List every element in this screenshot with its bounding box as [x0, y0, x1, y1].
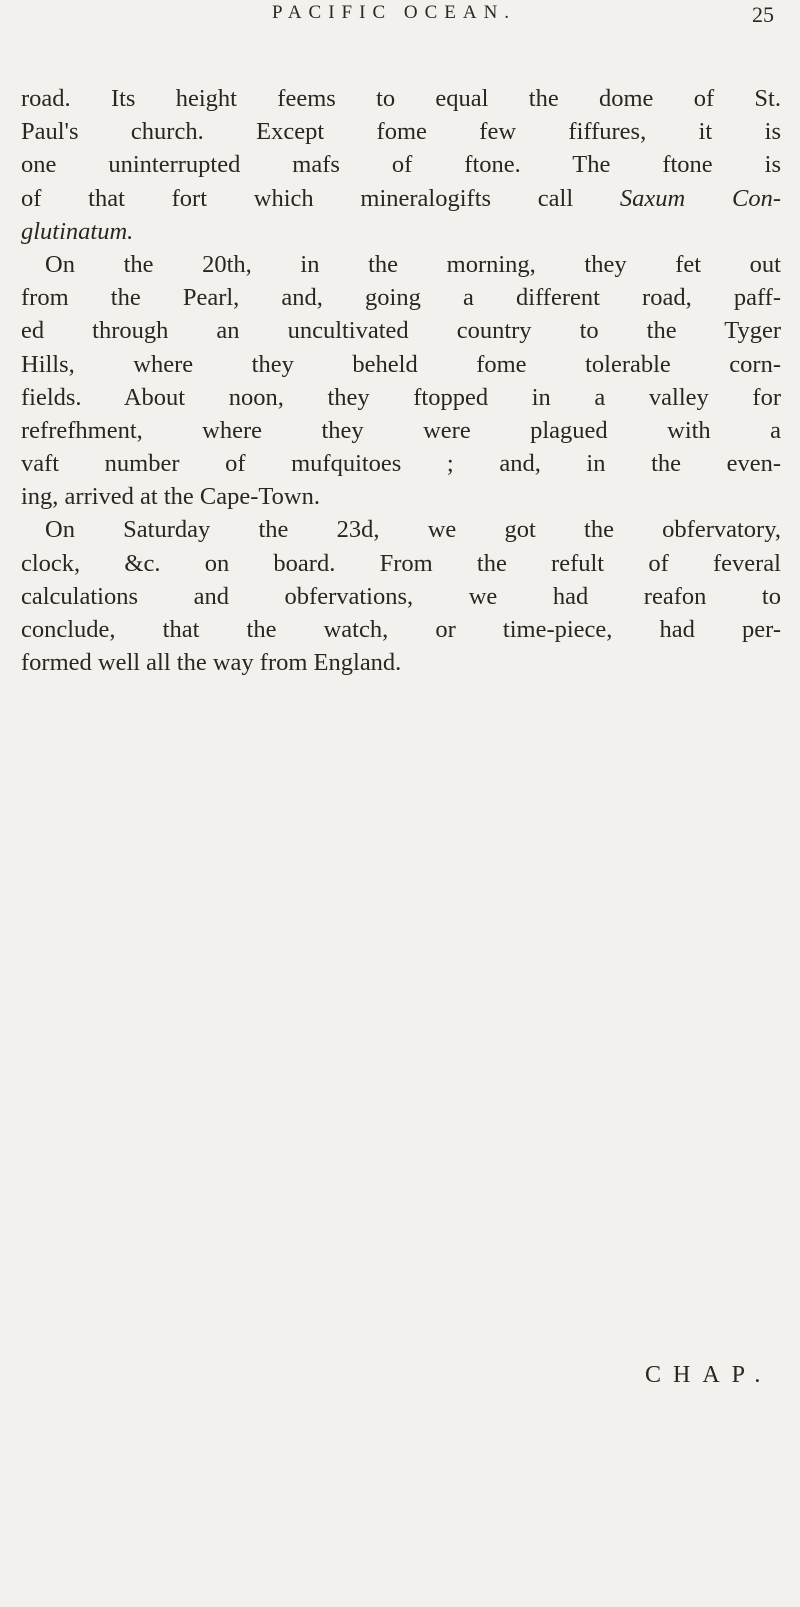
line-text: On the 20th, in the morning, they fet out [45, 250, 781, 278]
line-text: Paul's church. Except fome few fiffures, it is [21, 118, 781, 146]
text-line [21, 148, 781, 181]
line-text: clock, &c. on board. From the refult of feveral [21, 549, 781, 577]
italic-text: glutinatum. [21, 217, 134, 245]
text-line [21, 348, 781, 381]
text-line [21, 314, 781, 347]
line-text: conclude, that the watch, or time-piece, had per- [21, 616, 781, 643]
catchword: CHAP. [645, 1362, 773, 1388]
line-text: calculations and obfervations, we had reafon to [21, 582, 781, 610]
italic-text: Saxum Con- [619, 184, 781, 212]
text-line [21, 447, 781, 480]
text-line [21, 215, 781, 248]
line-text: vaft number of mufquitoes ; and, in the even- [21, 450, 781, 478]
text-line [21, 115, 781, 148]
text-line [21, 547, 781, 580]
page-header [0, 0, 800, 40]
running-title: PACIFIC OCEAN. [272, 2, 517, 23]
line-text: from the Pearl, and, going a different road, paff- [21, 284, 781, 312]
line-text: ed through an uncultivated country to the Tyger [21, 317, 781, 345]
text-line [21, 82, 781, 115]
text-line [21, 513, 781, 546]
line-text: Hills, where they beheld fome tolerable corn- [21, 350, 781, 378]
line-text: refrefhment, where they were plagued with a [21, 416, 781, 444]
line-text: ing, arrived at the Cape-Town. [21, 483, 320, 511]
page-number: 25 [752, 2, 774, 27]
text-line [21, 480, 781, 513]
line-text: one uninterrupted mafs of ftone. The ftone is [21, 151, 781, 179]
line-text: road. Its height feems to equal the dome of St. [21, 85, 781, 112]
line-text: of that fort which mineralogifts call [21, 184, 620, 212]
text-line [21, 613, 781, 646]
text-line [21, 381, 781, 414]
line-text: On Saturday the 23d, we got the obfervatory, [45, 516, 781, 544]
text-line [21, 580, 781, 613]
text-line [21, 281, 781, 314]
text-line [21, 646, 781, 679]
line-text: formed well all the way from England. [21, 649, 402, 677]
text-line [21, 248, 781, 281]
text-line [21, 414, 781, 447]
text-line [21, 182, 781, 215]
line-text: fields. About noon, they ftopped in a valley for [21, 383, 781, 411]
body-text [21, 82, 781, 679]
